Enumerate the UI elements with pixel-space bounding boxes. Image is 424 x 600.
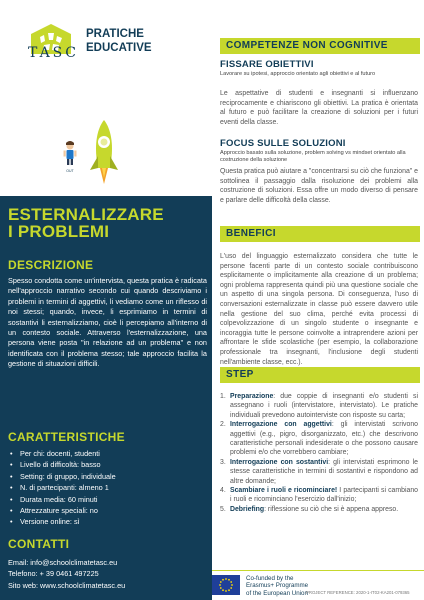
- step-title: Interrogazione con aggettivi: [230, 421, 332, 429]
- steps-list: [220, 392, 418, 514]
- step-number: 5.: [220, 505, 226, 513]
- competences-banner: [220, 38, 420, 54]
- focus-soluzioni-title: FOCUS SULLE SOLUZIONI: [220, 138, 346, 149]
- child-figure-icon: [64, 141, 77, 165]
- list-item: [220, 458, 418, 486]
- fissare-obiettivi-title: FISSARE OBIETTIVI: [220, 59, 314, 70]
- step-title: Scambiare i ruoli e ricominciare!: [230, 487, 338, 495]
- brand-title-line2: EDUCATIVE: [86, 42, 152, 54]
- rocket-icon: [90, 120, 118, 184]
- list-item: • Livello di difficoltà: basso: [8, 459, 207, 470]
- practice-title-line1: ESTERNALIZZARE: [8, 205, 164, 224]
- eu-line1: Co-funded by the: [246, 575, 294, 582]
- list-item: • Durata media: 60 minuti: [8, 494, 207, 505]
- logo-text: TASC: [28, 45, 79, 61]
- step-title: Preparazione: [230, 393, 274, 400]
- step-heading: STEP: [226, 369, 254, 380]
- competences-heading: COMPETENZE NON COGNITIVE: [226, 40, 388, 51]
- step-title: Interrogazione con sostantivi: [230, 458, 329, 466]
- right-column: [212, 0, 424, 600]
- step-text: I partecipanti si cambiano i ruoli e ricominciano l'esercizio dall'inizio;: [230, 487, 418, 504]
- step-text: : gli intervistati esprimono le stesse caratteristiche in termini di sostantivi e rispondono ad altre domande;: [230, 458, 418, 485]
- contact-phone[interactable]: Telefono: + 39 0461 497225: [8, 569, 99, 579]
- step-number: 3.: [220, 458, 226, 466]
- rocket-illustration: [60, 112, 140, 196]
- description-heading: DESCRIZIONE: [8, 258, 94, 272]
- contacts-block: [8, 557, 207, 591]
- focus-soluzioni-text: Questa pratica può aiutare a "concentrarsi su ciò che funziona" e sottolinea il passaggio dalla risoluzione dei problemi alla costruzione di soluzioni. Essa offre un modo diverso di pensare e parlare delle difficoltà della classe.: [220, 168, 418, 204]
- benefici-heading: BENEFICI: [226, 228, 276, 239]
- characteristics-heading: CARATTERISTICHE: [8, 430, 125, 444]
- fissare-obiettivi-text: Le aspettative di studenti e insegnanti si influenzano reciprocamente e chiariscono gli obiettivi. La pratica è orientata al futuro e può facilitare la creazione di soluzioni per i futuri eventi della classe.: [220, 90, 418, 126]
- step-number: 4.: [220, 487, 226, 495]
- list-item: [220, 420, 418, 458]
- list-item: [220, 392, 418, 420]
- characteristics-list: [8, 448, 207, 528]
- list-item: [220, 505, 418, 514]
- project-reference: PROJECT REFERENCE: 2020-1-IT02-KA201-079365: [306, 590, 410, 595]
- benefici-banner: [220, 226, 420, 242]
- step-text: : due coppie di insegnanti e/o studenti si assegnano i ruoli (intervistatore, intervistato). Le pratiche individuali prevedono autointerviste con risposte su carta;: [230, 393, 418, 419]
- list-item: • N. di partecipanti: almeno 1: [8, 482, 207, 493]
- eu-line2: Erasmus+ Programme: [246, 582, 309, 590]
- list-item: [220, 486, 418, 505]
- list-item: • Versione online: sì: [8, 516, 207, 527]
- practice-title: [8, 206, 208, 240]
- step-text: : riflessione su ciò che si è appena appreso.: [264, 505, 399, 513]
- description-text: Spesso condotta come un'intervista, questa pratica è radicata nell'approccio narrativo secondo cui quando descriviamo i problemi in termini di aggettivi, li vediamo come un riflesso di noi stessi; quando, invece, li esprimiamo in termini di sostantivi li esternalizziamo, cioè li percepiamo all'interno di un contesto sociale. Attraverso l'esternalizzazione, una persona viene posta "in relazione ad un problema" e non identificata con il problema stesso; tale approccio facilita la gestione di situazioni difficili.: [8, 276, 207, 369]
- list-item: • Attrezzature speciali: no: [8, 505, 207, 516]
- focus-soluzioni-tagline: Approccio basato sulla soluzione, problem solving vs mindset orientato alla costruzione della soluzione: [220, 150, 406, 163]
- list-item: • Setting: di gruppo, individuale: [8, 471, 207, 482]
- eu-flag-icon: [212, 575, 240, 595]
- eu-funding-text: [246, 575, 308, 597]
- left-header: [0, 0, 212, 196]
- practice-title-line2: I PROBLEMI: [8, 222, 110, 241]
- contacts-heading: CONTATTI: [8, 537, 70, 551]
- brand-title: [86, 27, 152, 55]
- contact-website[interactable]: Sito web: www.schoolclimatetasc.eu: [8, 580, 126, 590]
- footer-divider: [212, 570, 424, 571]
- step-number: 1.: [220, 393, 226, 400]
- step-title: Debriefing: [230, 505, 265, 513]
- step-number: 2.: [220, 421, 226, 429]
- step-text: : gli intervistati scrivono aggettivi (e.g., pigro, disorganizzato, etc.) che descrivono caratteristiche personali indesiderate o che possono causare problemi e/o che vorrebbero cambiare;: [230, 421, 418, 457]
- brand-title-line1: PRATICHE: [86, 28, 144, 40]
- contact-email[interactable]: Email: info@schoolclimatetasc.eu: [8, 558, 118, 567]
- benefici-text: L'uso del linguaggio esternalizzato considera che tutte le persone facenti parte di un contesto sociale contribuiscono esplicitamente o implicitamente alla creazione di un problema; ogni problema rappresenta quindi più una questione sociale che un aspetto di una singola persona. Di conseguenza, l'uso di conversazioni esternalizzate in classe può essere davvero utile nella gestione del suo clima, perché evita processi di colpevolizzazione di un singolo studente o insegnante e incoraggia tutte le persone coinvolte a intraprendere azioni per affrontare le sfide scolastiche (per esempio, la collaborazione professionale tra insegnanti, l'inclusione degli studenti nell'ambiente classe, ecc.).: [220, 253, 418, 366]
- fissare-obiettivi-tagline: Lavorare su ipotesi, approccio orientato agli obiettivi e al futuro: [220, 71, 376, 77]
- illustration-label: OUT: [66, 169, 74, 173]
- step-banner: [220, 367, 420, 383]
- eu-line3: of the European Union: [246, 589, 308, 597]
- list-item: • Per chi: docenti, studenti: [8, 448, 207, 459]
